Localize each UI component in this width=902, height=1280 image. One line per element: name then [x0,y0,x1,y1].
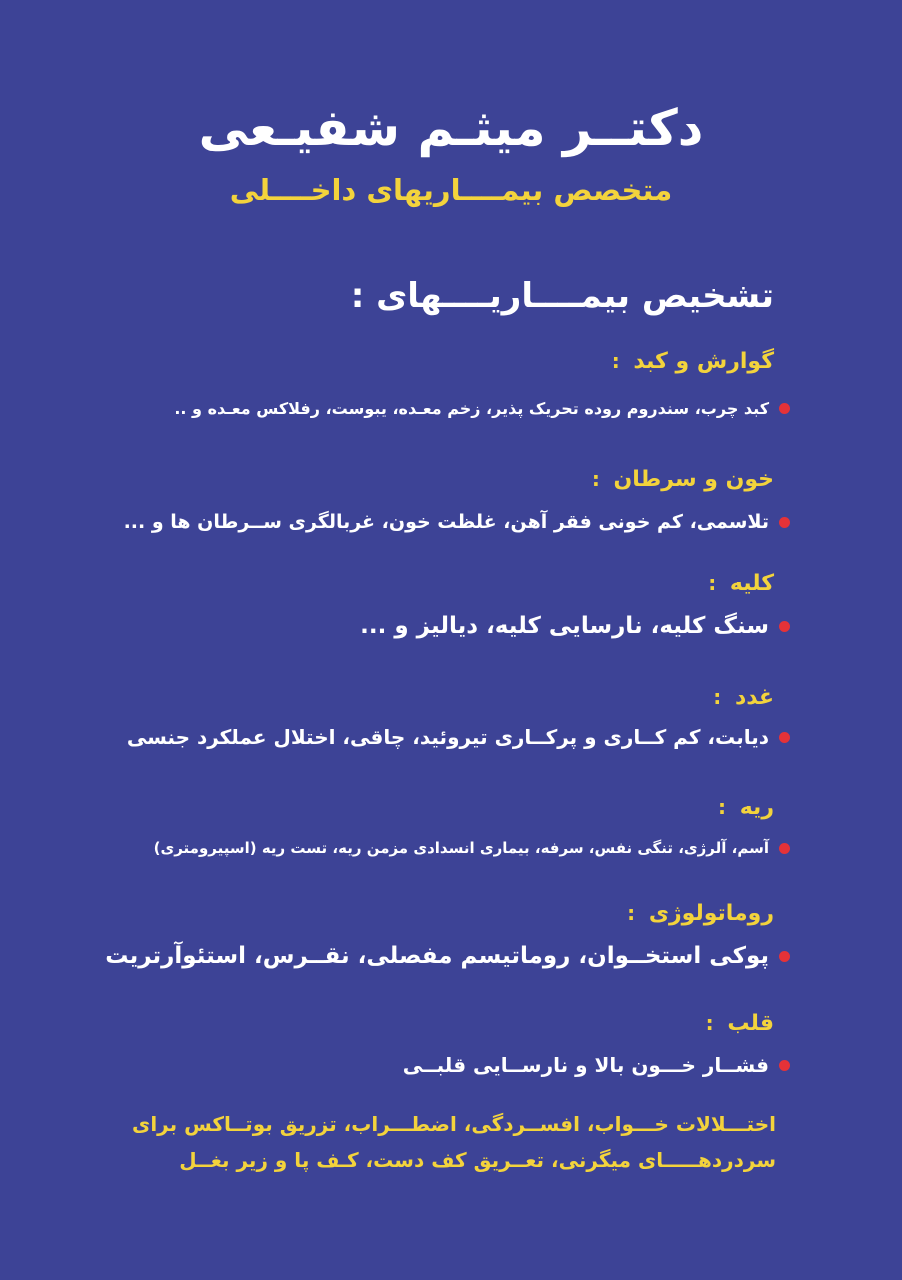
bullet-icon [779,1060,790,1071]
item-text: پوکی استخــوان، روماتیسم مفصلی، نقــرس، استئوآرتریت [105,943,769,969]
section-title: تشخیص بیمــــاریــــهای : [350,276,774,316]
category-digestive [94,344,774,418]
category-title-text: قلب [727,1011,774,1036]
category-blood-cancer [94,462,774,533]
category-title-text: خون و سرطان [613,467,774,492]
category-lung [94,790,774,857]
category-colon: : [718,795,727,819]
category-colon: : [611,349,620,373]
category-colon: : [591,467,600,491]
category-kidney [94,566,774,639]
category-rheumatology [94,896,774,969]
list-item [94,511,774,533]
item-text: کبد چرب، سندروم روده تحریک پذیر، زخم معـده، یبوست، رفلاکس معـده و .. [174,399,769,418]
footer-services [96,1106,776,1178]
category-colon: : [713,685,722,709]
category-colon: : [708,571,717,595]
list-item [94,943,774,969]
category-title-text: غدد [734,685,774,710]
diagnosis-content [94,270,774,1077]
bullet-icon [779,843,790,854]
category-heart [94,1006,774,1077]
doctor-name: دکتــر میثـم شفیـعی [198,99,704,157]
list-item [94,1053,774,1077]
category-endocrine [94,680,774,749]
category-title [94,344,774,379]
specialty: متخصص بیمــــاریهای داخــــلی [229,173,673,207]
category-title-text: گوارش و کبد [633,349,774,374]
category-title-text: ریه [739,795,774,820]
bullet-icon [779,621,790,632]
category-title [94,566,774,601]
category-title-text: روماتولوژی [648,901,774,926]
list-item [94,839,774,857]
category-title [94,462,774,497]
header [0,92,902,210]
footer-line: اختـــلالات خـــواب، افســردگی، اضطـــراب، تزریق بوتــاکس برای [132,1112,776,1136]
item-text: فشــار خـــون بالا و نارســایی قلبــی [402,1053,769,1077]
item-text: تلاسمی، کم خونی فقر آهن، غلظت خون، غربالگری ســرطان ها و ... [123,511,769,533]
bullet-icon [779,517,790,528]
bullet-icon [779,951,790,962]
category-title [94,1006,774,1041]
category-title [94,896,774,931]
item-text: آسم، آلرژی، تنگی نفس، سرفه، بیماری انسدادی مزمن ریه، تست ریه (اسپیرومتری) [153,839,769,857]
category-colon: : [705,1011,714,1035]
item-text: دیابت، کم کــاری و پرکــاری تیروئید، چاقی، اختلال عملکرد جنسی [126,725,769,749]
list-item [94,399,774,418]
category-colon: : [627,901,636,925]
item-text: سنگ کلیه، نارسایی کلیه، دیالیز و ... [360,613,769,639]
category-title [94,680,774,715]
list-item [94,613,774,639]
footer-line: سردردهـــــای میگرنی، تعــریق کف دست، کـف پا و زیر بغــل [179,1148,776,1172]
bullet-icon [779,732,790,743]
bullet-icon [779,403,790,414]
category-title-text: کلیه [729,571,774,596]
list-item [94,725,774,749]
category-title [94,790,774,825]
